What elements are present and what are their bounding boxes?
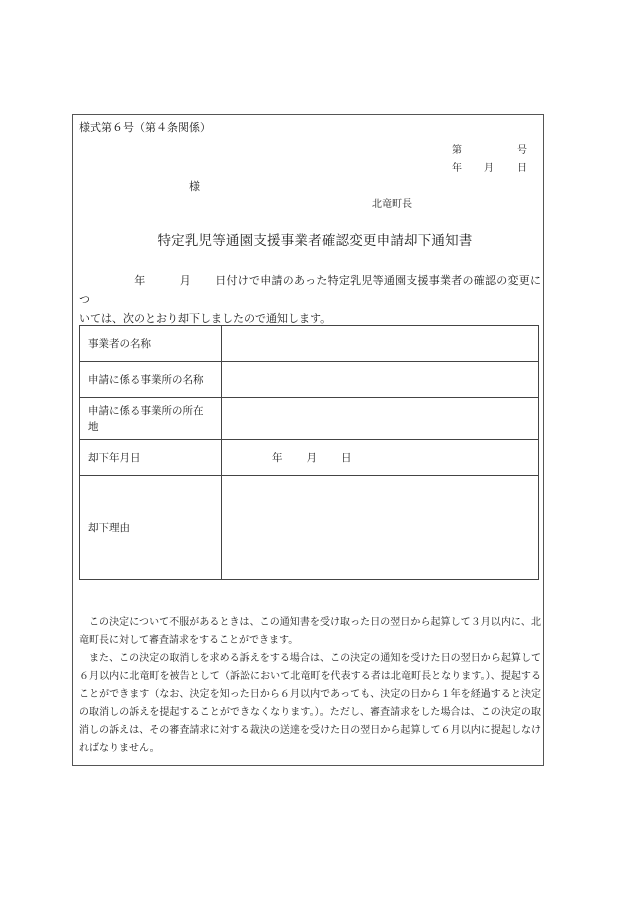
rejection-year: 年 [272,451,283,464]
table-row [80,362,539,398]
row-label-facility-address [80,398,222,440]
rejection-day: 日 [341,451,352,464]
addressee-honorific: 様 [189,180,200,193]
date-day: 日 [517,163,527,174]
notice-body [79,271,541,328]
appeal-note-1: この決定について不服があるときは、この通知書を受け取った日の翌日から起算して３月以内に、北竜町長に対して審査請求をすることができます。 [79,617,541,646]
facility-address-field [222,398,539,440]
facility-address-label-line2: 地 [88,420,99,433]
table-row [80,398,539,440]
rejection-date-field [222,440,539,476]
issuer: 北竜町長 [372,199,412,210]
appeal-notes [79,614,541,758]
form-number: 様式第６号（第４条関係） [79,121,211,134]
row-label-rejection-reason: 却下理由 [80,476,222,580]
body-year: 年 [134,274,146,287]
rejection-reason-field [222,476,539,580]
date-year: 年 [452,163,462,174]
notice-table [79,325,539,580]
row-label-rejection-date: 却下年月日 [80,440,222,476]
facility-address-label-line1: 申請に係る事業所の所在 [88,404,204,417]
date-month: 月 [484,163,494,174]
facility-name-field [222,362,539,398]
body-text-2: いては、次のとおり却下しましたので通知します。 [79,312,332,325]
table-row [80,326,539,362]
table-row [80,476,539,580]
business-name-field [222,326,539,362]
number-suffix: 号 [517,145,527,156]
page-title: 特定乳児等通園支援事業者確認変更申請却下通知書 [157,233,473,249]
appeal-note-2: また、この決定の取消しを求める訴えをする場合は、この決定の通知を受けた日の翌日から起算して６月以内に北竜町を被告として（訴訟において北竜町を代表する者は北竜町長となります。）、提起することができます（なお、決定を知った日から６月以内であっても、決定の日から１年を経過すると決定の取消しの訴えを提起することができなくなります。）。ただし、審査請求をした場合は、この決定の取消しの訴えは、その審査請求に対する裁決の送達を受けた日の翌日から起算して６月以内に提起しなければなりません。 [79,653,541,754]
body-month: 月 [179,274,191,287]
body-text-1: 日付けで申請のあった特定乳児等通園支援事業者の確認の変更につ [79,274,542,306]
rejection-month: 月 [306,451,317,464]
number-prefix: 第 [452,145,462,156]
row-label-facility-name: 申請に係る事業所の名称 [80,362,222,398]
table-row [80,440,539,476]
row-label-business-name: 事業者の名称 [80,326,222,362]
